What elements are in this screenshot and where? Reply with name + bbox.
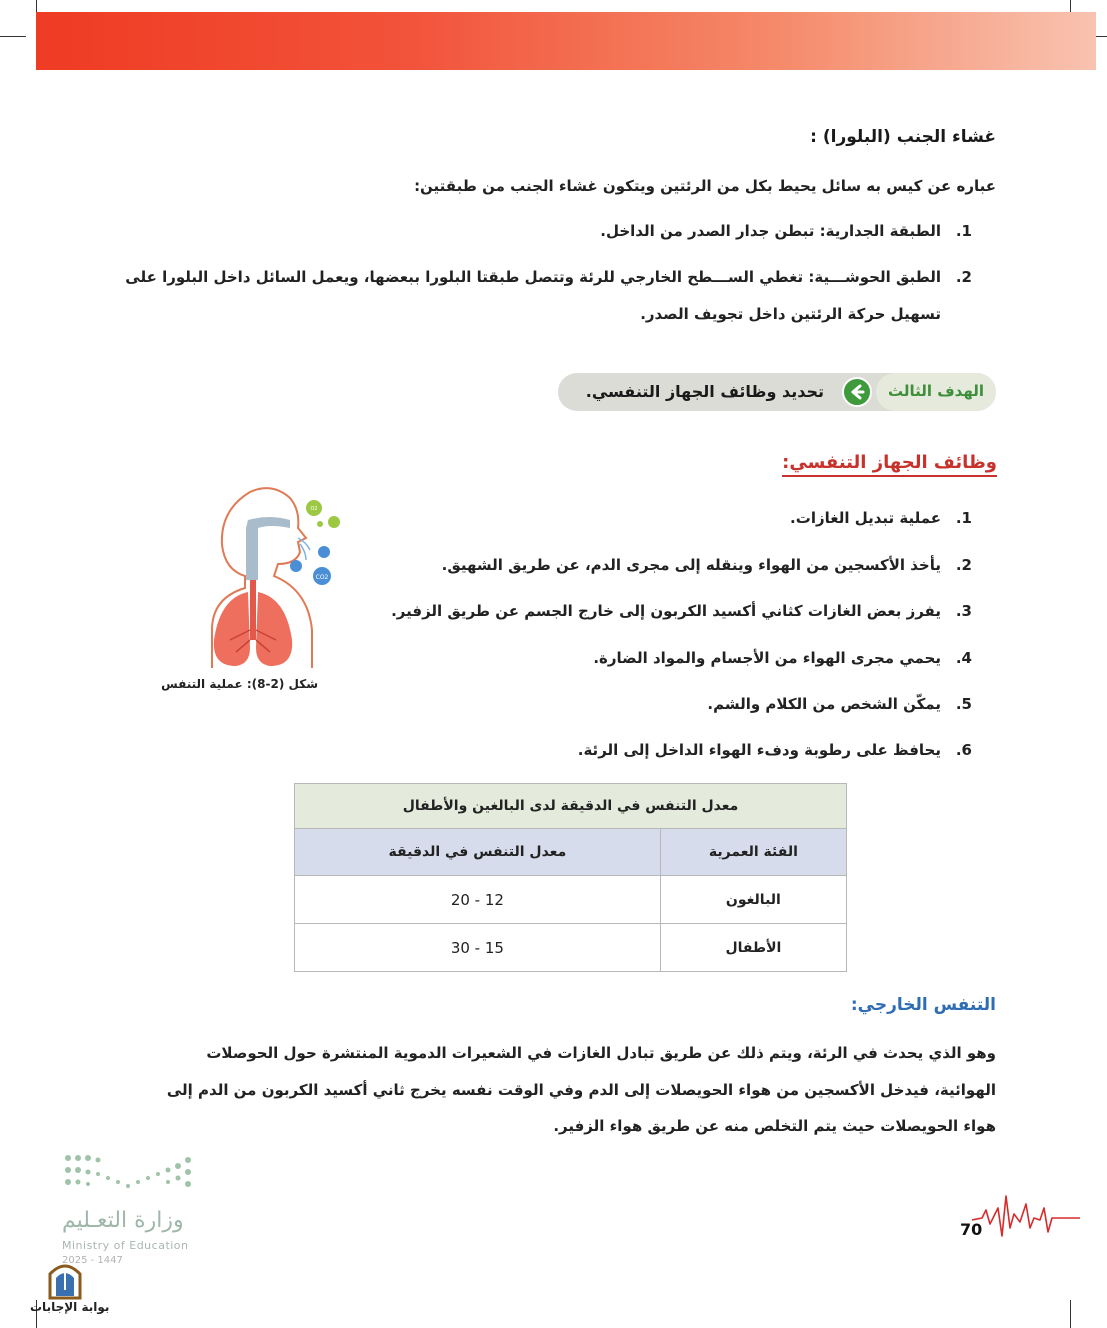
breathing-rate-table xyxy=(294,783,847,972)
page-number: 70 xyxy=(960,1220,983,1239)
list-item-number: .3 xyxy=(955,602,972,620)
list-item: عملية تبديل الغازات. xyxy=(790,509,941,527)
list-item-number: .4 xyxy=(955,649,972,667)
list-item-number: .2 xyxy=(955,556,972,574)
crop-mark xyxy=(0,36,26,37)
list-item-number: .1 xyxy=(955,222,972,240)
external-respiration-heading: التنفس الخارجي: xyxy=(850,995,996,1015)
list-item-number: .6 xyxy=(955,741,972,759)
table-row xyxy=(295,924,847,972)
paragraph-line: وهو الذي يحدث في الرئة، ويتم ذلك عن طريق تبادل الغازات في الشعيرات الدموية المنتشرة حول الحوصلات xyxy=(206,1044,996,1062)
respiration-diagram-icon xyxy=(150,480,350,675)
list-item: الطبق الحوشـــية: تغطي الســـطح الخارجي للرئة وتتصل طبقتا البلورا ببعضها، ويعمل السائل داخل البلورا على xyxy=(125,268,941,286)
heartbeat-line-icon xyxy=(972,1188,1080,1244)
paragraph-line: هواء الحويصلات حيث يتم التخلص منه عن طريق هواء الزفير. xyxy=(553,1117,996,1135)
list-item: يفرز بعض الغازات كثاني أكسيد الكربون إلى خارج الجسم عن طريق الزفير. xyxy=(391,602,941,620)
paragraph-line: الهوائية، فيدخل الأكسجين من هواء الحويصلات إلى الدم وفي الوقت نفسه يخرج ثاني أكسيد الكربون من الدم إلى xyxy=(166,1081,996,1099)
pleura-heading: غشاء الجنب (البلورا) : xyxy=(810,127,996,147)
site-logo-icon xyxy=(44,1256,86,1300)
functions-heading: وظائف الجهاز التنفسي: xyxy=(782,452,997,477)
table-cell: 20 - 12 xyxy=(295,876,661,924)
ministry-years: 2025 - 1447 xyxy=(62,1255,123,1266)
pleura-intro: عباره عن كيس به سائل يحيط بكل من الرئتين ويتكون غشاء الجنب من طبقتين: xyxy=(414,177,996,195)
list-item: يحمي مجرى الهواء من الأجسام والمواد الضارة. xyxy=(593,649,941,667)
table-cell: البالغون xyxy=(660,876,846,924)
ministry-logo-icon xyxy=(62,1150,202,1200)
ministry-name-ar: وزارة التعـليم xyxy=(62,1208,184,1233)
list-item-number: .2 xyxy=(955,268,972,286)
table-caption: معدل التنفس في الدقيقة لدى البالغين والأطفال xyxy=(295,784,847,829)
goal-label: الهدف الثالث xyxy=(887,382,984,400)
goal-text: تحديد وظائف الجهاز التنفسي. xyxy=(585,382,824,401)
list-item-number: .1 xyxy=(955,509,972,527)
arrow-left-icon xyxy=(842,377,872,407)
list-item: يمكّن الشخص من الكلام والشم. xyxy=(707,695,941,713)
list-item: يحافظ على رطوبة ودفء الهواء الداخل إلى الرئة. xyxy=(577,741,941,759)
goal-banner xyxy=(558,373,996,411)
table-cell: 30 - 15 xyxy=(295,924,661,972)
table-header: معدل التنفس في الدقيقة xyxy=(295,829,661,876)
site-name: بوابة الإجابات xyxy=(30,1300,110,1314)
list-item: يأخذ الأكسجين من الهواء وينقله إلى مجرى الدم، عن طريق الشهيق. xyxy=(441,556,941,574)
list-item-number: .5 xyxy=(955,695,972,713)
o2-label: O2 xyxy=(310,506,318,512)
table-cell: الأطفال xyxy=(660,924,846,972)
table-header: الفئة العمرية xyxy=(660,829,846,876)
table-row xyxy=(295,876,847,924)
figure-caption: شكل (2-8): عملية التنفس xyxy=(161,677,318,691)
co2-label: CO2 xyxy=(315,574,329,581)
list-item-continued: تسهيل حركة الرئتين داخل تجويف الصدر. xyxy=(640,305,941,323)
list-item: الطبقة الجدارية: تبطن جدار الصدر من الداخل. xyxy=(600,222,941,240)
ministry-name-en: Ministry of Education xyxy=(62,1239,189,1252)
goal-tag xyxy=(876,373,996,411)
header-banner xyxy=(36,12,1096,70)
crop-mark xyxy=(1070,1300,1071,1328)
